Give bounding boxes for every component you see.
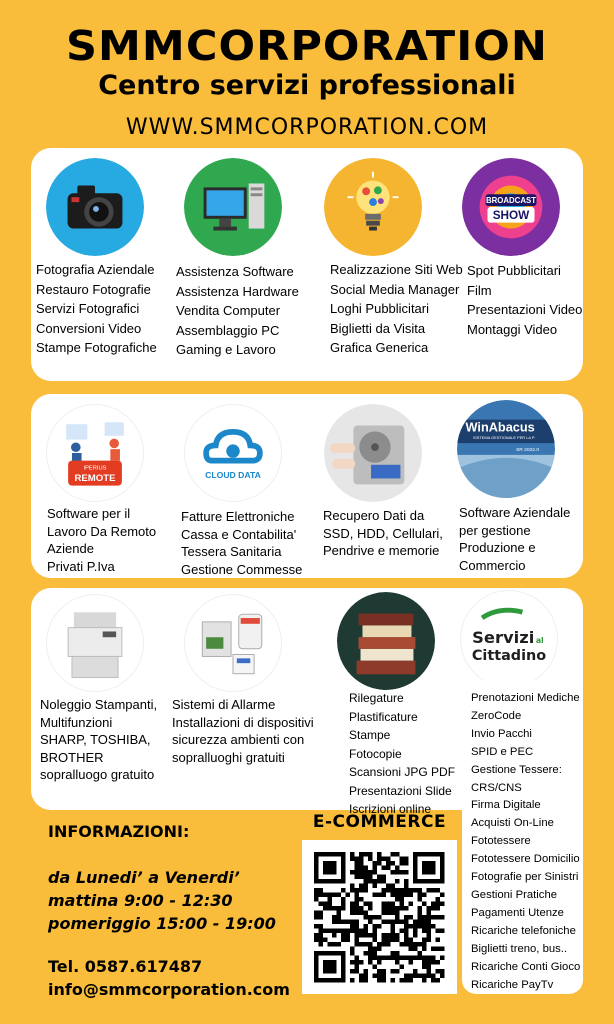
- row2-col1-text: Software per il Lavoro Da Remoto Aziende Privati P.Iva: [47, 506, 157, 574]
- brand-subtitle: Centro servizi professionali: [98, 70, 516, 101]
- lightbulb-icon: [324, 158, 422, 256]
- contacts: [48, 955, 290, 1001]
- winabacus-icon: [457, 400, 555, 498]
- broadcast-show-icon: [462, 158, 560, 256]
- cloud-data-icon: [184, 404, 282, 502]
- cittadino-badge-top: Servizi: [472, 627, 535, 647]
- remote-work-icon: [46, 404, 144, 502]
- alarm-system-icon: [184, 594, 282, 692]
- ecommerce-qr-code[interactable]: [302, 840, 457, 994]
- cittadino-list: Prenotazioni Mediche ZeroCode Invio Pacchi SPID e PEC Gestione Tessere: CRS/CNS Firma Digitale Acquisti On-Line Fototessere Fototessere Domicilio Fotografie per Sinistri Gestioni Pratiche Pagamenti Utenze Ricariche telefoniche Biglietti treno, bus.. Ricariche Conti Gioco Ricariche PayTv: [471, 692, 581, 991]
- camera-icon: [46, 158, 144, 256]
- website-link[interactable]: WWW.SMMCORPORATION.COM: [125, 115, 489, 140]
- row1-col3-text: Realizzazione Siti Web Social Media Manager Loghi Pubblicitari Biglietti da Visita Grafica Generica: [330, 262, 463, 355]
- row1-col1-text: Fotografia Aziendale Restauro Fotografie Servizi Fotografici Conversioni Video Stampe Fotografiche: [36, 262, 157, 355]
- remote-badge: REMOTE: [74, 472, 116, 484]
- broadcast-badge-bottom: SHOW: [492, 208, 530, 222]
- remote-badge-small: IPERIUS: [83, 465, 107, 472]
- winabacus-badge: WinAbacus: [465, 419, 535, 435]
- row3-col2-text: Sistemi di Allarme Installazioni di dispositivi sicurezza ambienti con sopralluoghi gratuiti: [172, 697, 314, 765]
- servizi-cittadino-icon: [460, 590, 558, 688]
- phone-number[interactable]: Tel. 0587.617487: [48, 957, 203, 976]
- row1-col2-text: Assistenza Software Assistenza Hardware Vendita Computer Assemblaggio PC Gaming e Lavoro: [176, 264, 299, 357]
- printer-icon: [46, 594, 144, 692]
- row2-col3-text: Recupero Dati da SSD, HDD, Cellulari, Pendrive e memorie: [323, 508, 443, 558]
- qr-code-graphic: [302, 840, 457, 994]
- info-title: INFORMAZIONI:: [48, 822, 190, 841]
- row3-col3-text: Rilegature Plastificature Stampe Fotocopie Scansioni JPG PDF Presentazioni Slide Iscrizioni online: [349, 691, 456, 816]
- brand-title: SMMCORPORATION: [65, 22, 549, 70]
- email-address[interactable]: info@smmcorporation.com: [48, 980, 290, 999]
- cittadino-badge-bottom: Cittadino: [471, 648, 547, 665]
- books-icon: [337, 592, 435, 690]
- opening-hours: da Lunedi’ a Venerdi’ mattina 9:00 - 12:30 pomeriggio 15:00 - 19:00: [48, 868, 276, 933]
- row1-col4-text: Spot Pubblicitari Film Presentazioni Video Montaggi Video: [467, 263, 583, 337]
- row3-col1-text: Noleggio Stampanti, Multifunzioni SHARP, TOSHIBA, BROTHER sopralluogo gratuito: [40, 697, 158, 782]
- row2-col2-text: Fatture Elettroniche Cassa e Contabilita' Tessera Sanitaria Gestione Commesse: [181, 509, 303, 577]
- winabacus-sub: SISTEMA GESTIONALE PER LA P.: [473, 435, 536, 441]
- row2-col4-text: Software Aziendale per gestione Produzione e Commercio: [459, 505, 571, 573]
- hard-drive-icon: [324, 404, 422, 502]
- ecommerce-title: E-COMMERCE: [312, 812, 447, 832]
- cloud-badge: CLOUD DATA: [205, 469, 261, 480]
- winabacus-version: SR 2022.0: [515, 447, 540, 453]
- cittadino-badge-al: al: [535, 635, 544, 645]
- broadcast-badge-top: BROADCAST: [485, 196, 537, 206]
- computer-icon: [184, 158, 282, 256]
